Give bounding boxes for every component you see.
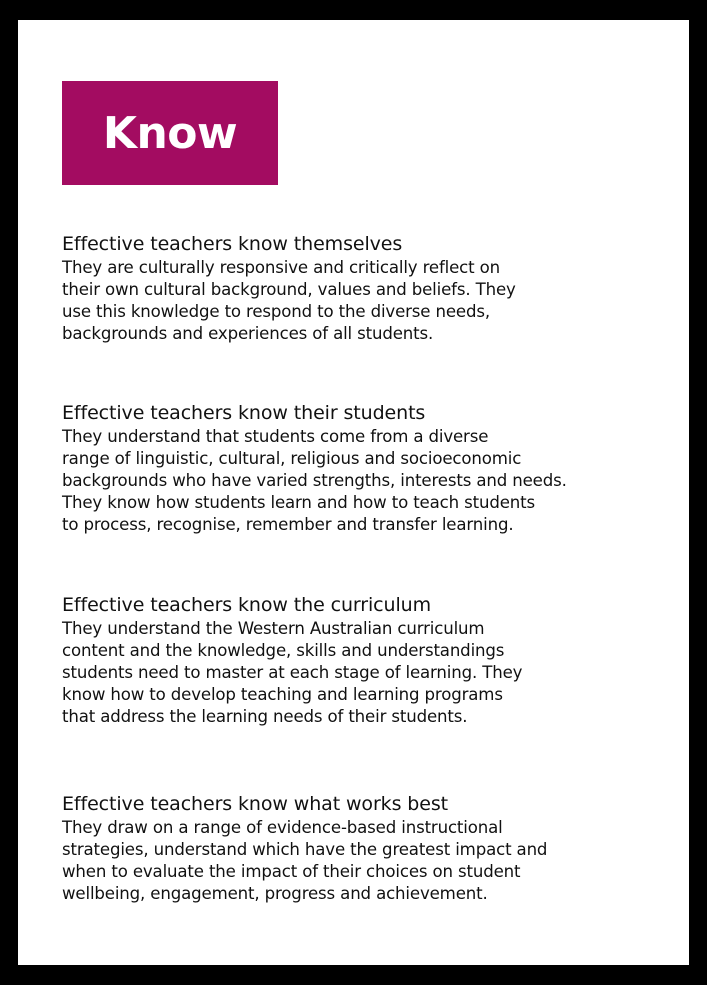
title-banner xyxy=(62,81,278,185)
body-line: backgrounds who have varied strengths, interests and needs. xyxy=(62,471,567,490)
body-line: They understand the Western Australian curriculum xyxy=(62,619,485,638)
body-line: They draw on a range of evidence-based instructional xyxy=(62,818,503,837)
body-line: content and the knowledge, skills and understandings xyxy=(62,641,505,660)
body-line: that address the learning needs of their students. xyxy=(62,707,468,726)
section-know-students xyxy=(62,401,567,536)
section-body xyxy=(62,817,547,905)
section-heading: Effective teachers know the curriculum xyxy=(62,594,431,616)
section-heading: Effective teachers know themselves xyxy=(62,233,403,255)
body-line: They are culturally responsive and critically reflect on xyxy=(62,258,500,277)
body-line: range of linguistic, cultural, religious and socioeconomic xyxy=(62,449,522,468)
section-know-themselves xyxy=(62,232,516,345)
body-line: students need to master at each stage of learning. They xyxy=(62,663,523,682)
body-line: They understand that students come from a diverse xyxy=(62,427,489,446)
body-line: backgrounds and experiences of all students. xyxy=(62,324,434,343)
body-line: They know how students learn and how to teach students xyxy=(62,493,535,512)
section-heading: Effective teachers know their students xyxy=(62,402,426,424)
document-page xyxy=(18,20,689,965)
section-body xyxy=(62,426,567,536)
body-line: use this knowledge to respond to the diverse needs, xyxy=(62,302,490,321)
section-body xyxy=(62,257,516,345)
page-title: Know xyxy=(102,107,238,159)
section-know-curriculum xyxy=(62,593,522,728)
section-heading: Effective teachers know what works best xyxy=(62,793,449,815)
body-line: wellbeing, engagement, progress and achievement. xyxy=(62,884,488,903)
section-know-what-works xyxy=(62,792,547,905)
body-line: their own cultural background, values and beliefs. They xyxy=(62,280,516,299)
body-line: strategies, understand which have the greatest impact and xyxy=(62,840,548,859)
body-line: when to evaluate the impact of their choices on student xyxy=(62,862,521,881)
body-line: to process, recognise, remember and transfer learning. xyxy=(62,515,514,534)
body-line: know how to develop teaching and learning programs xyxy=(62,685,503,704)
section-body xyxy=(62,618,522,728)
